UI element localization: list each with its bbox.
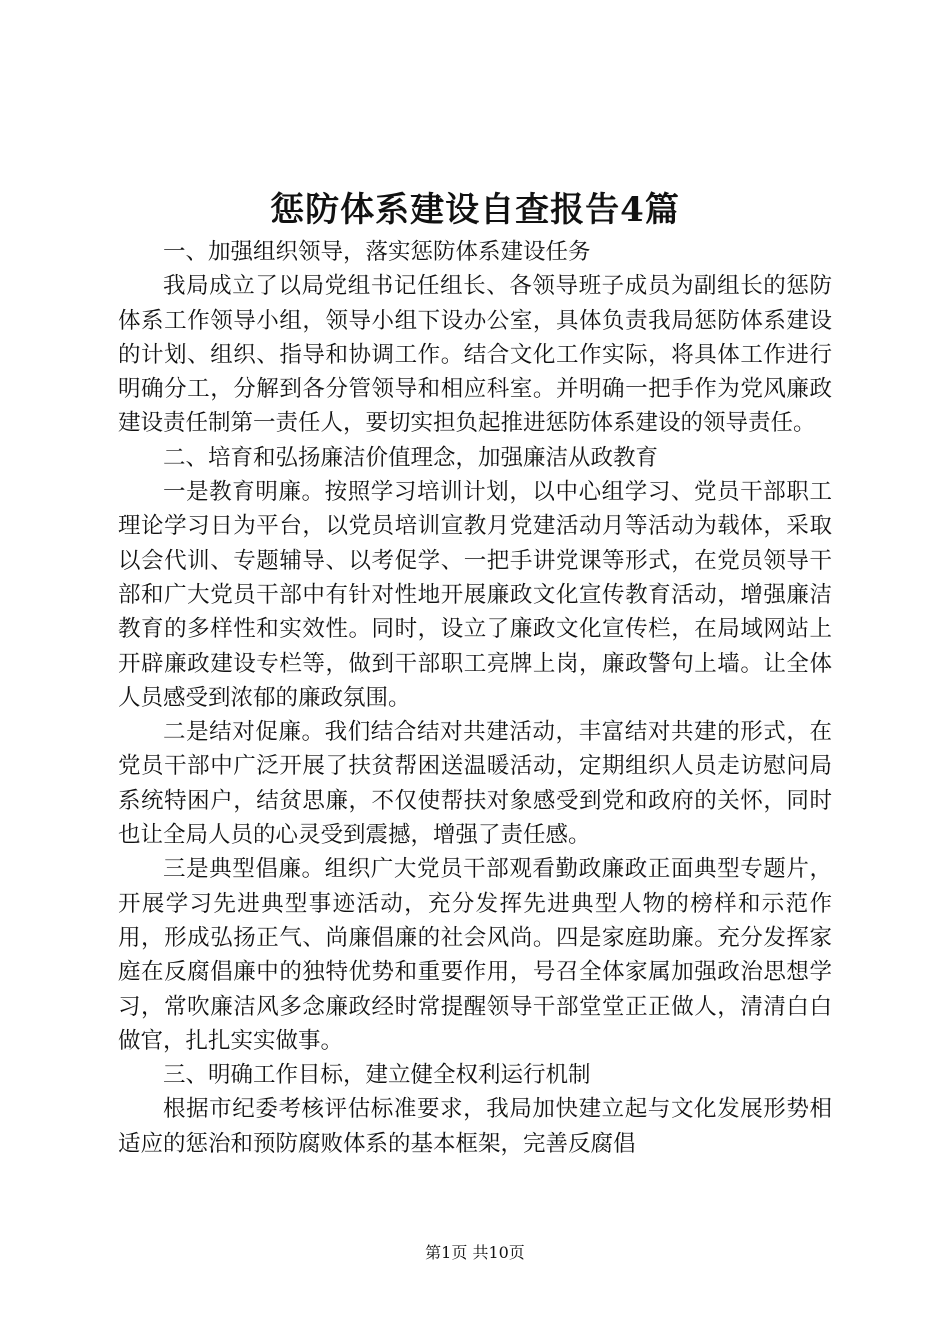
document-title: 惩防体系建设自查报告4篇 <box>270 190 680 230</box>
page-number-footer: 第1页 共10页 <box>425 1243 525 1262</box>
section-heading-3: 三、明确工作目标，建立健全权利运行机制 <box>163 1062 591 1089</box>
paragraph-education: 一是教育明廉。按照学习培训计划，以中心组学习、党员干部职工理论学习日为平台，以党员培训宣教月党建活动月等活动为载体，采取以会代训、专题辅导、以考促学、一把手讲党课等形式，在党员领导干部和广大党员干部中有针对性地开展廉政文化宣传教育活动，增强廉洁教育的多样性和实效性。同时，设立了廉政文化宣传栏，在局域网站上开辟廉政建设专栏等，做到干部职工亮牌上岗，廉政警句上墙。让全体人员感受到浓郁的廉政氛围。 <box>118 479 832 711</box>
section-heading-1: 一、加强组织领导，落实惩防体系建设任务 <box>163 239 591 265</box>
paragraph-targets: 根据市纪委考核评估标准要求，我局加快建立起与文化发展形势相适应的惩治和预防腐败体系的基本框架，完善反腐倡 <box>118 1096 832 1157</box>
paragraph-organization: 我局成立了以局党组书记任组长、各领导班子成员为副组长的惩防体系工作领导小组，领导小组下设办公室，具体负责我局惩防体系建设的计划、组织、指导和协调工作。结合文化工作实际，将具体工作进行明确分工，分解到各分管领导和相应科室。并明确一把手作为党风廉政建设责任制第一责任人，要切实担负起推进惩防体系建设的领导责任。 <box>118 273 832 437</box>
document-body <box>118 235 832 1161</box>
paragraph-pairing: 二是结对促廉。我们结合结对共建活动，丰富结对共建的形式，在党员干部中广泛开展了扶贫帮困送温暖活动，定期组织人员走访慰问局系统特困户，结贫思廉，不仅使帮扶对象感受到党和政府的关怀，同时也让全局人员的心灵受到震撼，增强了责任感。 <box>118 719 832 849</box>
section-heading-2: 二、培育和弘扬廉洁价值理念，加强廉洁从政教育 <box>163 444 659 471</box>
paragraph-model: 三是典型倡廉。组织广大党员干部观看勤政廉政正面典型专题片，开展学习先进典型事迹活动，充分发挥先进典型人物的榜样和示范作用，形成弘扬正气、尚廉倡廉的社会风尚。四是家庭助廉。充分发挥家庭在反腐倡廉中的独特优势和重要作用，号召全体家属加强政治思想学习，常吹廉洁风多念廉政经时常提醒领导干部堂堂正正做人，清清白白做官，扎扎实实做事。 <box>118 856 832 1054</box>
